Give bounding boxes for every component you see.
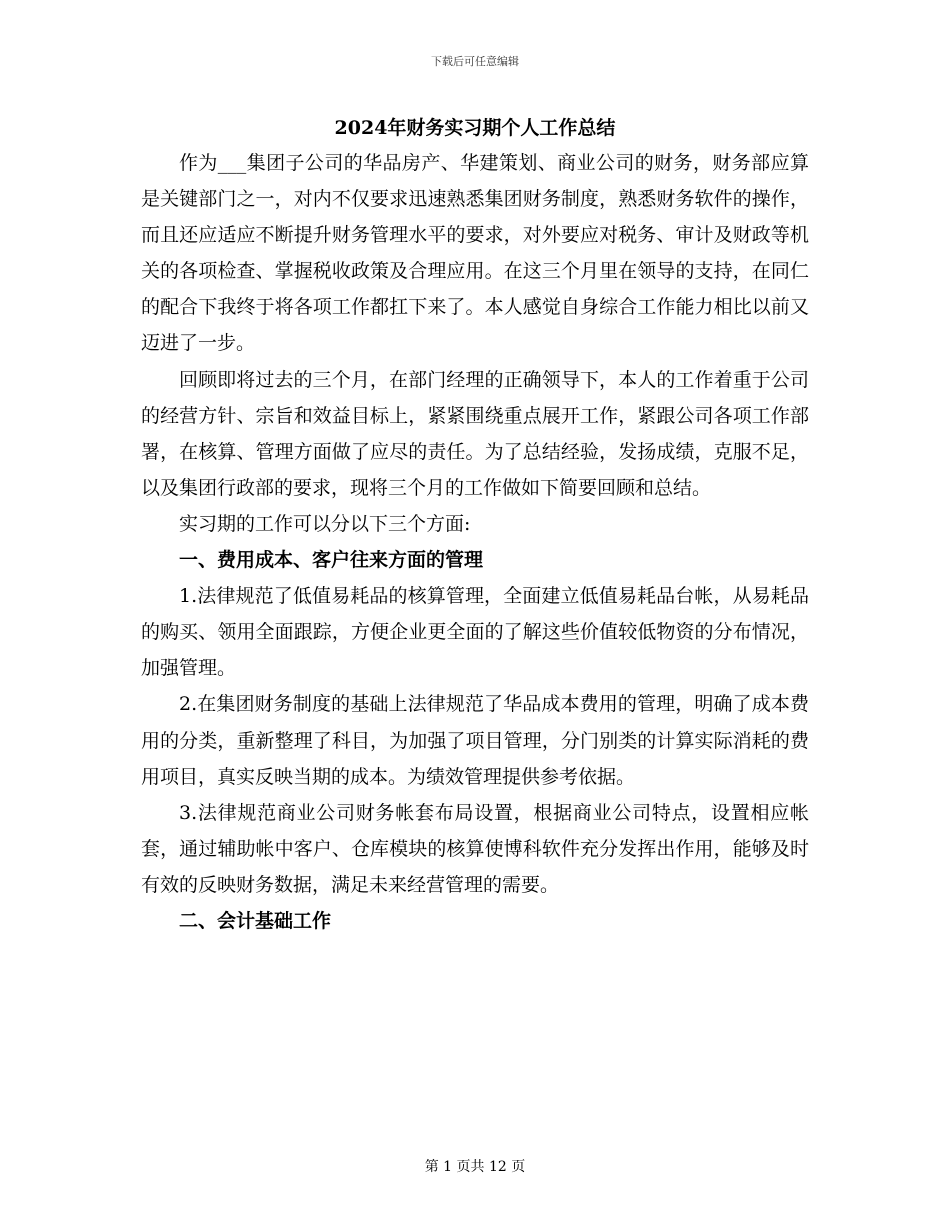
paragraph-item-1: 1.法律规范了低值易耗品的核算管理，全面建立低值易耗品台帐，从易耗品的购买、领用全面跟踪，方便企业更全面的了解这些价值较低物资的分布情况，加强管理。 xyxy=(141,585,809,680)
document-title: 2024年财务实习期个人工作总结 xyxy=(334,117,616,139)
page-number: 第 1 页共 12 页 xyxy=(424,1159,526,1175)
section-heading-1: 一、费用成本、客户往来方面的管理 xyxy=(179,549,484,572)
header-note: 下载后可任意编辑 xyxy=(431,55,519,68)
paragraph-review: 回顾即将过去的三个月，在部门经理的正确领导下，本人的工作着重于公司的经营方针、宗旨和效益目标上，紧紧围绕重点展开工作，紧跟公司各项工作部署，在核算、管理方面做了应尽的责任。为了总结经验，发扬成绩，克服不足，以及集团行政部的要求，现将三个月的工作做如下简要回顾和总结。 xyxy=(141,368,809,499)
paragraph-aspects: 实习期的工作可以分以下三个方面: xyxy=(179,512,471,535)
paragraph-item-2: 2.在集团财务制度的基础上法律规范了华品成本费用的管理，明确了成本费用的分类，重新整理了科目，为加强了项目管理，分门别类的计算实际消耗的费用项目，真实反映当期的成本。为绩效管理提供参考依据。 xyxy=(141,693,809,788)
paragraph-intro: 作为___集团子公司的华品房产、华建策划、商业公司的财务，财务部应算是关键部门之一，对内不仅要求迅速熟悉集团财务制度，熟悉财务软件的操作，而且还应适应不断提升财务管理水平的要求，对外要应对税务、审计及财政等机关的各项检查、掌握税收政策及合理应用。在这三个月里在领导的支持，在同仁的配合下我终于将各项工作都扛下来了。本人感觉自身综合工作能力相比以前又迈进了一步。 xyxy=(141,152,809,355)
paragraph-item-3: 3.法律规范商业公司财务帐套布局设置，根据商业公司特点，设置相应帐套，通过辅助帐中客户、仓库模块的核算使博科软件充分发挥出作用，能够及时有效的反映财务数据，满足未来经营管理的需要。 xyxy=(141,801,809,896)
document-body xyxy=(141,145,809,939)
section-heading-2: 二、会计基础工作 xyxy=(179,909,332,932)
